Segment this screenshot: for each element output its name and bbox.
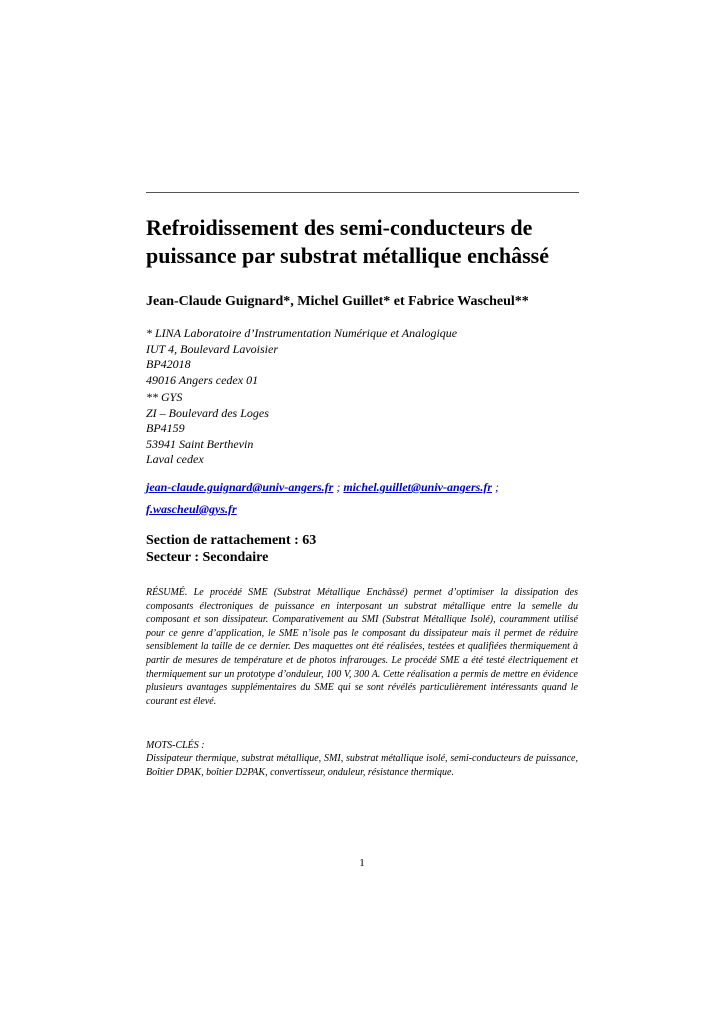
email-link-guillet[interactable]: michel.guillet@univ-angers.fr: [343, 480, 493, 494]
section-info: [146, 532, 316, 566]
affiliation-line: Laval cedex: [146, 452, 204, 466]
keywords: Dissipateur thermique, substrat métallique, SMI, substrat métallique isolé, semi-conducteurs de puissance, Boîtier DPAK, boîtier D2PAK, convertisseur, onduleur, résistance thermique.: [146, 753, 578, 778]
page-number: 1: [359, 857, 365, 869]
affiliation-line: IUT 4, Boulevard Lavoisier: [146, 341, 278, 356]
affiliation-line: * LINA Laboratoire d’Instrumentation Numérique et Analogique: [146, 326, 458, 340]
affiliation-line: 49016 Angers cedex 01: [146, 372, 259, 387]
affiliation-gys: [146, 390, 269, 468]
email-link-wascheul[interactable]: f.wascheul@gys.fr: [146, 502, 237, 516]
paper-title: [146, 214, 586, 270]
email-line-2: [146, 502, 237, 517]
email-line-1: [146, 480, 499, 495]
author-list: Jean-Claude Guignard*, Michel Guillet* et Fabrice Wascheul**: [146, 294, 529, 309]
keywords-label: MOTS-CLÉS :: [146, 740, 205, 751]
title-line-2: puissance par substrat métallique enchâssé: [146, 243, 549, 268]
email-separator: ;: [495, 480, 500, 494]
affiliation-line: ZI – Boulevard des Loges: [146, 405, 269, 420]
affiliation-line: BP42018: [146, 357, 191, 371]
title-line-1: Refroidissement des semi-conducteurs de: [146, 215, 533, 240]
email-link-guignard[interactable]: jean-claude.guignard@univ-angers.fr: [146, 480, 334, 494]
secteur: Secteur : Secondaire: [146, 550, 269, 565]
email-separator: ;: [336, 480, 341, 494]
affiliation-line: BP4159: [146, 421, 185, 435]
affiliation-lina: [146, 326, 457, 388]
top-horizontal-rule: [146, 192, 579, 193]
affiliation-line: ** GYS: [146, 390, 183, 404]
abstract: RÉSUMÉ. Le procédé SME (Substrat Métallique Enchâssé) permet d’optimiser la dissipation des composants électroniques de puissance en interposant un substrat métallique entre la semelle du composant et son dissipateur. Comparativement au SMI (Substrat Métallique Isolé), couramment utilisé pour ce genre d’application, le SME n’isole pas le composant du dissipateur mais il permet de réduire sensiblement la taille de ce dernier. Des maquettes ont été réalisées, testées et qualifiées thermiquement à partir de mesures de température et de photos infrarouges. Le procédé SME a été testé électriquement et thermiquement sur un prototype d’onduleur, 100 V, 300 A. Cette réalisation a permis de mettre en évidence plusieurs avantages supplémentaires du SME qui se sont révélés particulièrement intéressants quand le courant est élevé.: [146, 587, 578, 707]
section-rattachement: Section de rattachement : 63: [146, 533, 317, 548]
affiliation-line: 53941 Saint Berthevin: [146, 436, 254, 451]
